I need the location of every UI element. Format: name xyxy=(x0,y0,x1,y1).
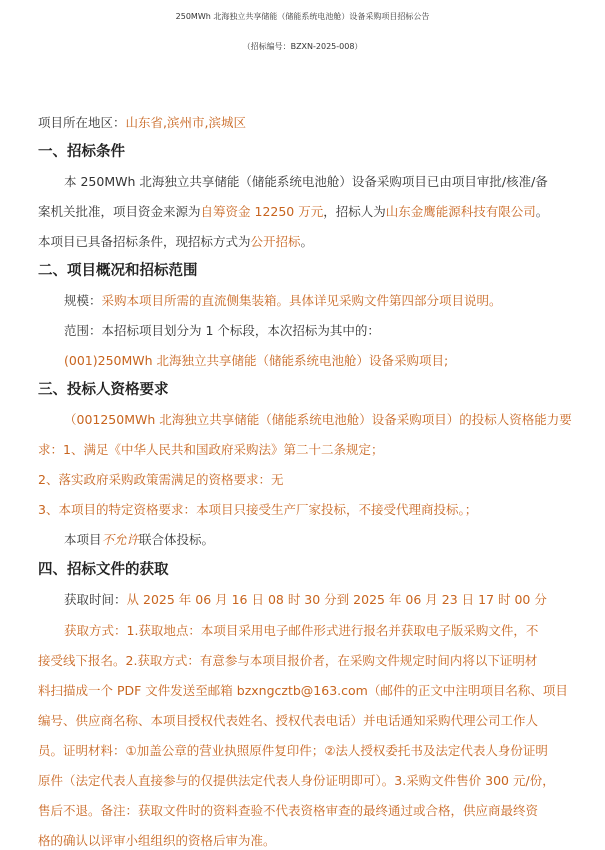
acquisition-method-line: 获取方式：1.获取地点：本项目采用电子邮件形式进行报名并获取电子版采购文件，不 xyxy=(64,623,539,638)
acquisition-method-line: 售后不退。备注：获取文件时的资料查验不代表资格审查的最终通过或合格，供应商最终资 xyxy=(38,803,539,818)
section-heading-overview: 二、项目概况和招标范围 xyxy=(38,263,198,279)
page-title: 250MWh 北海独立共享储能（储能系统电池舱）设备采购项目招标公告 xyxy=(175,12,430,21)
section-heading-conditions: 一、招标条件 xyxy=(38,144,125,160)
qualification-line-2: 求：1、满足《中华人民共和国政府采购法》第二十二条规定； xyxy=(38,442,384,457)
tenderer-name: 山东金鹰能源科技有限公司 xyxy=(385,204,536,219)
consortium-text: 本项目 xyxy=(64,532,102,547)
acquisition-method-line: 接受线下报名。2.获取方式：有意参与本项目报价者，在采购文件规定时间内将以下证明材 xyxy=(38,653,538,668)
lot-line: (001)250MWh 北海独立共享储能（储能系统电池舱）设备采购项目; xyxy=(64,353,449,368)
section-heading-qualification: 三、投标人资格要求 xyxy=(38,382,169,398)
acquisition-method-line: 原件（法定代表人直接参与的仅提供法定代表人身份证明即可）。3.采购文件售价 300 元/份， xyxy=(38,773,555,788)
conditions-text: 。 xyxy=(535,204,549,219)
acquisition-method-line: 员。证明材料：①加盖公章的营业执照原件复印件；②法人授权委托书及法定代表人身份证明 xyxy=(38,743,548,758)
acquisition-method-line: 料扫描成一个 PDF 文件发送至邮箱 bzxngcztb@163.com（邮件的正文中注明项目名称、项目 xyxy=(38,683,568,698)
consortium-status: 不允许 xyxy=(101,532,140,547)
consortium-line xyxy=(64,531,581,549)
tender-code: （招标编号：BZXN-2025-008） xyxy=(242,42,363,51)
qualification-line-3: 2、落实政府采购政策需满足的资格要求：无 xyxy=(38,472,284,487)
time-label: 获取时间： xyxy=(64,592,127,607)
tender-method: 公开招标 xyxy=(250,234,301,249)
funding-source: 自筹资金 12250 万元 xyxy=(200,204,324,219)
location-label: 项目所在地区： xyxy=(38,115,126,130)
range-line: 范围：本招标项目划分为 1 个标段，本次招标为其中的： xyxy=(64,323,380,338)
scale-line xyxy=(64,292,581,310)
conditions-line-2 xyxy=(38,203,581,221)
scale-label: 规模： xyxy=(64,293,102,308)
qualification-line-4: 3、本项目的特定资格要求：本项目只接受生产厂家投标，不接受代理商投标。； xyxy=(38,502,478,517)
conditions-text: 本项目已具备招标条件，现招标方式为 xyxy=(38,234,251,249)
consortium-text: 联合体投标。 xyxy=(139,532,215,547)
acquisition-method-line: 格的确认以评审小组组织的资格后审为准。 xyxy=(38,833,276,848)
conditions-text: 。 xyxy=(300,234,314,249)
project-location xyxy=(38,114,581,132)
section-heading-documents: 四、招标文件的获取 xyxy=(38,562,169,578)
conditions-text: 案机关批准，项目资金来源为 xyxy=(38,204,201,219)
qualification-line-1: （001250MWh 北海独立共享储能（储能系统电池舱）设备采购项目）的投标人资格能力要 xyxy=(64,412,572,427)
acquisition-method-line: 编号、供应商名称、本项目授权代表姓名、授权代表电话）并电话通知采购代理公司工作人 xyxy=(38,713,539,728)
conditions-line-3 xyxy=(38,233,581,251)
acquisition-time xyxy=(64,591,581,609)
location-value: 山东省,滨州市,滨城区 xyxy=(125,115,246,130)
conditions-text: ，招标人为 xyxy=(323,204,386,219)
time-value: 从 2025 年 06 月 16 日 08 时 30 分到 2025 年 06 月 23 日 17 时 00 分 xyxy=(126,592,547,607)
conditions-line-1: 本 250MWh 北海独立共享储能（储能系统电池舱）设备采购项目已由项目审批/核准/备 xyxy=(64,174,548,189)
scale-value: 采购本项目所需的直流侧集装箱。具体详见采购文件第四部分项目说明。 xyxy=(101,293,502,308)
